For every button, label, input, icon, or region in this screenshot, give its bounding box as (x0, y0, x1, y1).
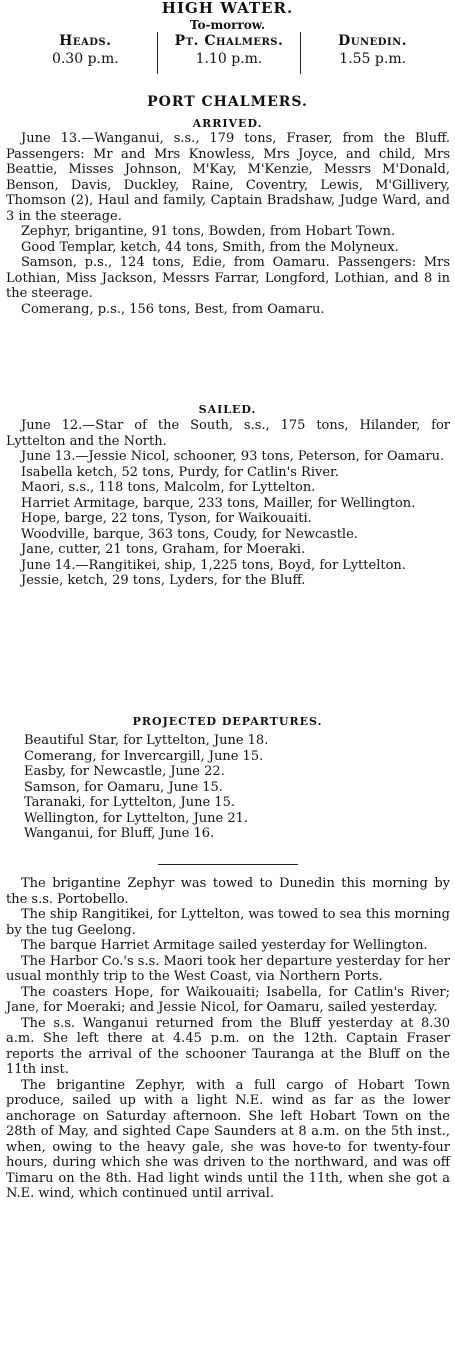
shipping-news (6, 876, 450, 1202)
list-item: Samson, for Oamaru, June 15. (24, 779, 223, 795)
list-item: Wellington, for Lyttelton, June 21. (24, 810, 249, 826)
tide-time: 1.55 p.m. (339, 51, 407, 67)
sailed-heading: SAILED. (198, 403, 257, 416)
arrived-heading: ARRIVED. (192, 117, 263, 130)
news-paragraph: The coasters Hope, for Waikouaiti; Isabella, for Catlin's River; Jane, for Moeraki; and Jessie Nicol, for Oamaru, sailed yesterday. (6, 984, 450, 1015)
list-item: Isabella ketch, 52 tons, Purdy, for Catlin's River. (21, 464, 339, 480)
page-title: HIGH WATER. (161, 0, 294, 17)
list-item: Samson, p.s., 124 tons, Edie, from Oamaru. Passengers: Mrs Lothian, Miss Jackson, Messrs Farrar, Longford, Lothian, and 8 in the steerage. (6, 255, 450, 301)
list-item: Comerang, for Invercargill, June 15. (24, 748, 264, 764)
tide-heads (14, 32, 157, 74)
news-paragraph: The brigantine Zephyr, with a full cargo of Hobart Town produce, sailed up with a light N.E. wind as far as the lower anchorage on Saturday afternoon. She left Hobart Town on the 28th of May, and sighted Cape Saunders at 8 a.m. on the 5th inst., when, owing to the heavy gale, she was hove-to for twenty-four hours, during which she was driven to the northward, and was off Timaru on the 8th. Had light winds until the 11th, when she got a N.E. wind, which continued until arrival. (6, 1077, 450, 1201)
news-paragraph: The s.s. Wanganui returned from the Bluff yesterday at 8.30 a.m. She left there at 4.45 p.m. on the 12th. Captain Fraser reports the arrival of the schooner Tauranga at the Bluff on the 11th inst. (6, 1015, 450, 1077)
list-item: Jessie, ketch, 29 tons, Lyders, for the Bluff. (21, 573, 306, 588)
arrived-list (6, 131, 450, 317)
list-item: Good Templar, ketch, 44 tons, Smith, from the Molyneux. (21, 239, 399, 255)
list-item: Woodville, barque, 363 tons, Coudy, for Newcastle. (21, 526, 358, 542)
list-item: June 13.—Jessie Nicol, schooner, 93 tons, Peterson, for Oamaru. (21, 449, 445, 464)
sailed-list (6, 418, 450, 589)
list-item: Beautiful Star, for Lyttelton, June 18. (24, 733, 269, 748)
list-item: Hope, barge, 22 tons, Tyson, for Waikouaiti. (21, 511, 312, 526)
tide-place: Heads. (59, 33, 112, 49)
tide-dunedin (301, 32, 444, 74)
projected-heading: PROJECTED DEPARTURES. (132, 715, 323, 728)
list-item: Maori, s.s., 118 tons, Malcolm, for Lyttelton. (21, 480, 316, 495)
tomorrow-label: To-morrow. (189, 18, 266, 32)
tide-port-chalmers (157, 32, 302, 74)
list-item: Zephyr, brigantine, 91 tons, Bowden, from Hobart Town. (21, 224, 396, 239)
section-title: PORT CHALMERS. (147, 94, 308, 110)
list-item: Easby, for Newcastle, June 22. (24, 764, 225, 779)
list-item: June 14.—Rangitikei, ship, 1,225 tons, Boyd, for Lyttelton. (21, 557, 406, 573)
list-item: June 12.—Star of the South, s.s., 175 tons, Hilander, for Lyttelton and the North. (6, 418, 450, 449)
list-item: Harriet Armitage, barque, 233 tons, Mailler, for Wellington. (21, 495, 416, 511)
news-paragraph: The Harbor Co.'s s.s. Maori took her departure yesterday for her usual monthly trip to the West Coast, via Northern Ports. (6, 953, 450, 984)
list-item: Comerang, p.s., 156 tons, Best, from Oamaru. (21, 301, 325, 317)
list-item: Wanganui, for Bluff, June 16. (24, 826, 215, 841)
tide-time: 0.30 p.m. (51, 51, 119, 67)
projected-list (24, 733, 444, 842)
section-divider (158, 864, 298, 865)
tide-table (14, 32, 444, 74)
tide-place: Dunedin. (338, 33, 408, 49)
list-item: Taranaki, for Lyttelton, June 15. (24, 795, 235, 810)
list-item: June 13.—Wanganui, s.s., 179 tons, Fraser, from the Bluff. Passengers: Mr and Mrs Knowless, Mrs Joyce, and child, Mrs Beattie, Misses Johnson, M'Kay, M'Kenzie, Messrs M'Donald, Benson, Davis, Duckley, Raine, Coventry, Lewis, M'Gillivery, Thomson (2), Haul and family, Captain Bradshaw, Judge Ward, and 3 in the steerage. (6, 131, 450, 224)
news-paragraph: The ship Rangitikei, for Lyttelton, was towed to sea this morning by the tug Geelong. (6, 907, 450, 938)
tide-place: Pt. Chalmers. (174, 33, 284, 49)
news-paragraph: The brigantine Zephyr was towed to Dunedin this morning by the s.s. Portobello. (6, 876, 450, 907)
news-paragraph: The barque Harriet Armitage sailed yesterday for Wellington. (21, 938, 428, 953)
tide-time: 1.10 p.m. (195, 51, 263, 67)
list-item: Jane, cutter, 21 tons, Graham, for Moeraki. (21, 542, 306, 557)
